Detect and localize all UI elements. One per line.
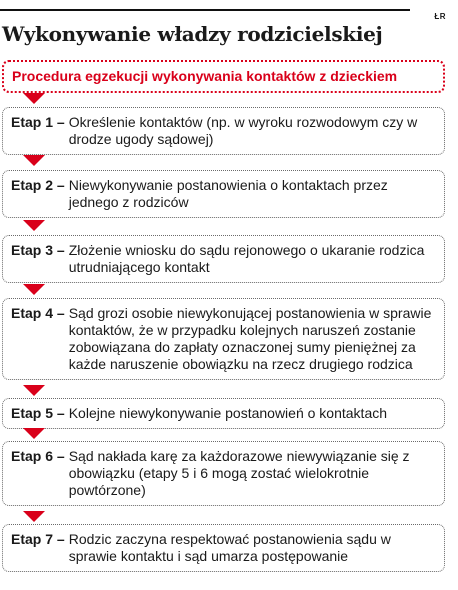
- step-text: Niewykonywanie postanowienia o kontaktach przez jednego z rodziców: [68, 177, 388, 210]
- brand-logo: ŁR: [434, 12, 446, 21]
- step-1: [2, 107, 445, 155]
- step-6: [2, 441, 445, 506]
- procedure-header: Procedura egzekucji wykonywania kontaktów z dzieckiem: [2, 60, 445, 93]
- step-label: Etap 6 –: [11, 448, 65, 464]
- top-rule: [0, 9, 410, 11]
- step-7: [2, 524, 445, 572]
- step-text: Złożenie wniosku do sądu rejonowego o ukaranie rodzica utrudniającego kontakt: [68, 242, 425, 275]
- step-text: Rodzic zaczyna respektować postanowienia sądu w sprawie kontaktu i sąd umarza postępowanie: [68, 531, 391, 564]
- step-label: Etap 5 –: [11, 405, 65, 421]
- flow-arrow: [23, 93, 45, 104]
- flow-arrow: [23, 284, 45, 295]
- step-5: [2, 398, 445, 429]
- step-text: Sąd grozi osobie niewykonującej postanowienia w sprawie kontaktów, że w przypadku kolejnych naruszeń zostanie zobowiązana do zapłaty oznaczonej sumy pieniężnej za każde naruszenie obowiązku na rzecz drugiego rodzica: [68, 305, 432, 372]
- page-title: Wykonywanie władzy rodzicielskiej: [2, 22, 383, 46]
- step-label: Etap 1 –: [11, 114, 65, 130]
- step-2: [2, 170, 445, 218]
- step-text: Określenie kontaktów (np. w wyroku rozwodowym czy w drodze ugody sądowej): [68, 114, 418, 147]
- step-label: Etap 3 –: [11, 242, 65, 258]
- flow-arrow: [23, 220, 45, 231]
- step-text: Sąd nakłada karę za każdorazowe niewywiązanie się z obowiązku (etapy 5 i 6 mogą zostać wielokrotnie powtórzone): [68, 448, 410, 498]
- flow-arrow: [23, 511, 45, 522]
- flow-arrow: [23, 155, 45, 166]
- step-text: Kolejne niewykonywanie postanowień o kontaktach: [68, 405, 388, 421]
- step-label: Etap 2 –: [11, 177, 65, 193]
- step-3: [2, 235, 445, 283]
- flow-arrow: [23, 385, 45, 396]
- step-4: [2, 298, 445, 380]
- step-label: Etap 7 –: [11, 531, 65, 547]
- step-label: Etap 4 –: [11, 305, 65, 321]
- flow-arrow: [23, 428, 45, 439]
